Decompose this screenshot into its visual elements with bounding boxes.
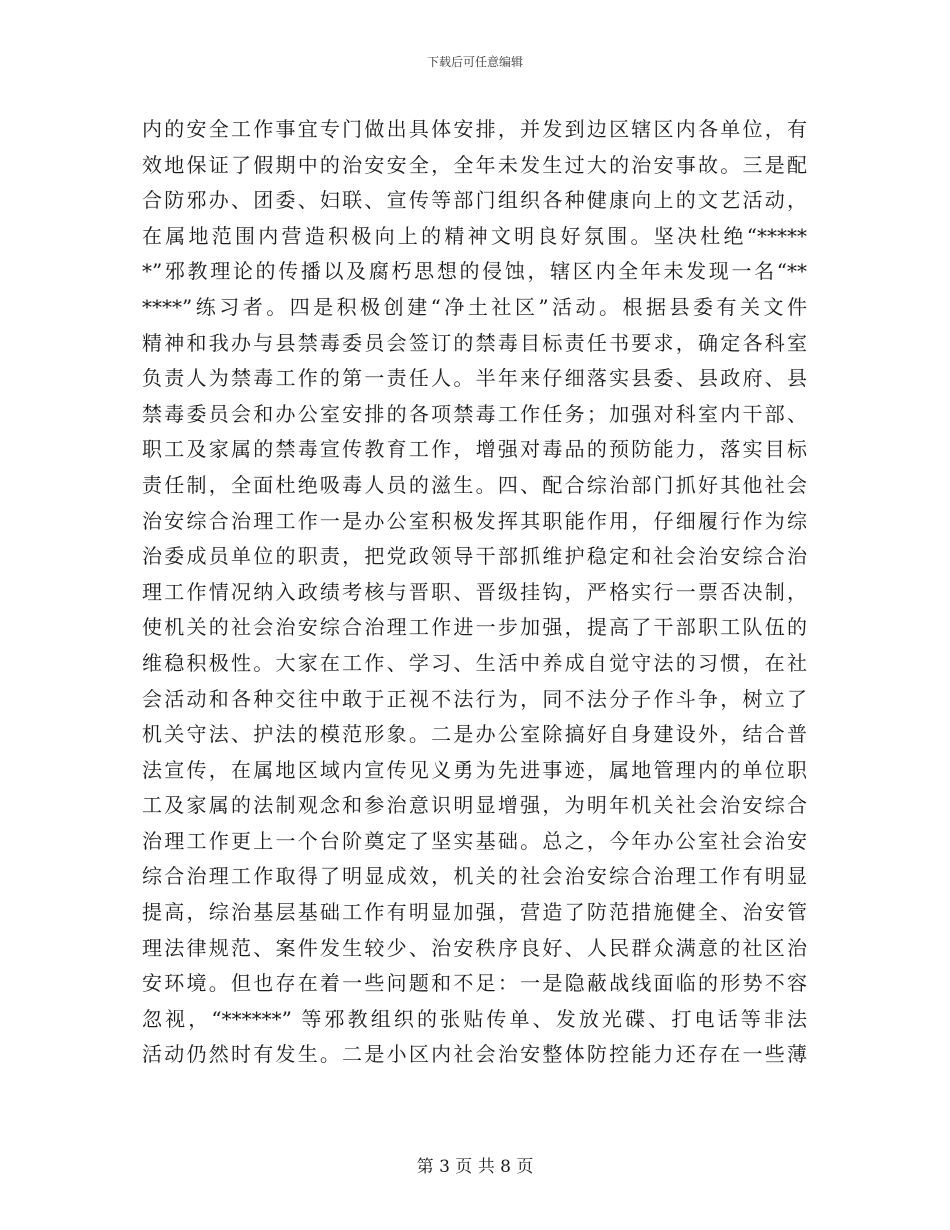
- text-line: 责任制，全面杜绝吸毒人员的滋生。四、配合综治部门抓好其他社会: [142, 472, 807, 497]
- text-line: 工及家属的法制观念和参治意识明显增强，为明年机关社会治安综合: [142, 793, 807, 818]
- text-line: 忽视，“******” 等邪教组织的张贴传单、发放光碟、打电话等非法: [142, 1006, 807, 1031]
- text-line: 治理工作更上一个台阶奠定了坚实基础。总之，今年办公室社会治安: [142, 828, 807, 853]
- text-line: 禁毒委员会和办公室安排的各项禁毒工作任务；加强对科室内干部、: [142, 401, 807, 426]
- text-line: 维稳积极性。大家在工作、学习、生活中养成自觉守法的习惯，在社: [142, 650, 807, 675]
- text-line: 使机关的社会治安综合治理工作进一步加强，提高了干部职工队伍的: [142, 615, 807, 640]
- page-header: 下载后可任意编辑: [426, 55, 523, 69]
- text-line: 活动仍然时有发生。二是小区内社会治安整体防控能力还存在一些薄: [142, 1042, 807, 1067]
- text-line: 效地保证了假期中的治安安全，全年未发生过大的治安事故。三是配: [142, 152, 807, 177]
- text-line: 内的安全工作事宜专门做出具体安排，并发到边区辖区内各单位，有: [142, 117, 807, 141]
- text-line: 合防邪办、团委、妇联、宣传等部门组织各种健康向上的文艺活动，: [142, 188, 807, 213]
- text-line: 精神和我办与县禁毒委员会签订的禁毒目标责任书要求，确定各科室: [142, 330, 807, 355]
- text-line: 提高，综治基层基础工作有明显加强，营造了防范措施健全、治安管: [142, 900, 807, 925]
- text-line: *”邪教理论的传播以及腐朽思想的侵蚀，辖区内全年未发现一名“**: [142, 259, 807, 284]
- text-line: 理法律规范、案件发生较少、治安秩序良好、人民群众满意的社区治: [142, 935, 807, 960]
- text-line: 治安综合治理工作一是办公室积极发挥其职能作用，仔细履行作为综: [142, 508, 807, 533]
- text-line: 理工作情况纳入政绩考核与晋职、晋级挂钩，严格实行一票否决制，: [142, 579, 807, 604]
- text-line: 机关守法、护法的模范形象。二是办公室除搞好自身建设外，结合普: [142, 722, 807, 747]
- text-line: 安环境。但也存在着一些问题和不足：一是隐蔽战线面临的形势不容: [142, 971, 807, 996]
- text-line: 治委成员单位的职责，把党政领导干部抓维护稳定和社会治安综合治: [142, 544, 807, 569]
- text-line: 在属地范围内营造积极向上的精神文明良好氛围。坚决杜绝“*****: [142, 223, 807, 248]
- text-line: ****”练习者。四是积极创建“净土社区”活动。根据县委有关文件: [142, 294, 807, 319]
- text-line: 会活动和各种交往中敢于正视不法行为，同不法分子作斗争，树立了: [142, 686, 807, 711]
- text-line: 综合治理工作取得了明显成效，机关的社会治安综合治理工作有明显: [142, 864, 807, 889]
- document-body: [142, 112, 807, 1073]
- text-line: 法宣传，在属地区域内宣传见义勇为先进事迹，属地管理内的单位职: [142, 757, 807, 782]
- text-line: 负责人为禁毒工作的第一责任人。半年来仔细落实县委、县政府、县: [142, 366, 807, 391]
- text-line: 职工及家属的禁毒宣传教育工作，增强对毒品的预防能力，落实目标: [142, 437, 807, 462]
- page-number: 第 3 页 共 8 页: [416, 1157, 534, 1177]
